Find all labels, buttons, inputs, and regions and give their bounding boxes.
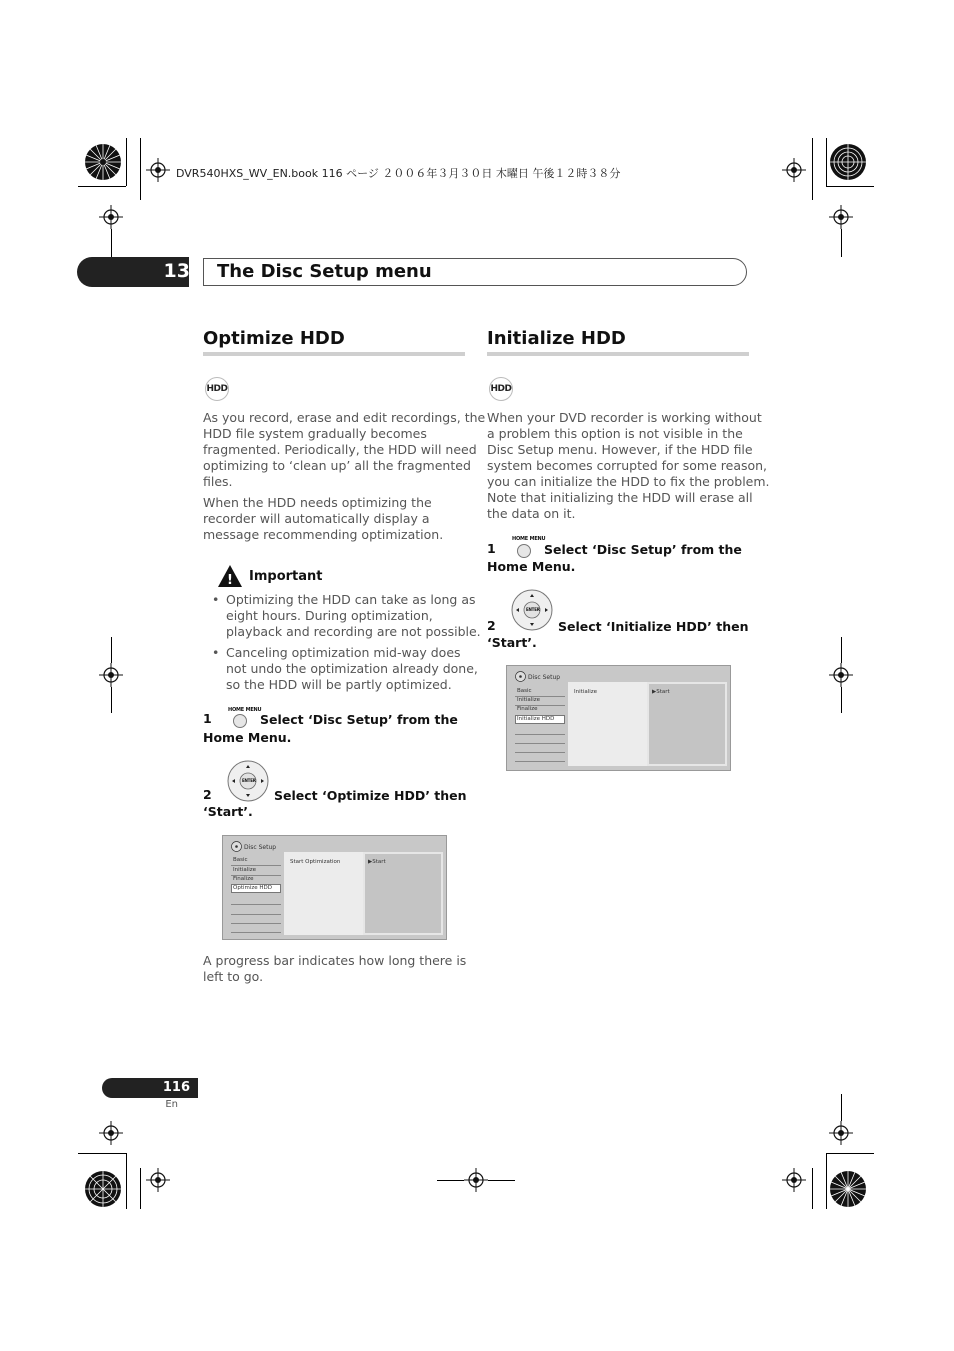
chapter-title-box bbox=[203, 258, 747, 286]
menu-item-selected bbox=[515, 715, 565, 724]
menu-item-finalize: Finalize bbox=[517, 706, 538, 712]
menu-item-initialize-hdd: Initialize HDD bbox=[517, 716, 555, 722]
paragraph: When your DVD recorder is working without a problem this option is not visible in the Disc Setup menu. However, if the HDD file system becomes corrupted for some reason, you can initialize the HDD to fix the problem. Note that initializing the HDD will erase all the data on it. bbox=[487, 410, 770, 521]
page-number: 116 bbox=[162, 1080, 190, 1095]
home-menu-button-icon bbox=[517, 544, 531, 558]
start-option: ▶Start bbox=[652, 689, 670, 695]
chapter-number: 13 bbox=[163, 260, 190, 282]
divider bbox=[231, 932, 281, 933]
crosshair-icon bbox=[782, 1168, 806, 1192]
divider bbox=[515, 743, 565, 744]
registration-starburst-icon bbox=[829, 1170, 867, 1208]
crosshair-icon bbox=[99, 663, 123, 687]
crop-line bbox=[812, 1168, 813, 1209]
paragraph: A progress bar indicates how long there is left to go. bbox=[203, 953, 467, 984]
crop-line bbox=[841, 229, 842, 257]
disc-icon bbox=[231, 841, 242, 852]
step-text: ‘Start’. bbox=[203, 804, 253, 819]
file-header: DVR540HXS_WV_EN.book 116 ページ ２００６年３月３０日 木曜日 午後１２時３８分 bbox=[176, 167, 621, 180]
crop-line bbox=[111, 229, 112, 257]
start-option: ▶Start bbox=[368, 859, 386, 865]
divider bbox=[231, 904, 281, 905]
home-menu-label: HOME MENU bbox=[228, 707, 262, 713]
crop-line bbox=[826, 1153, 827, 1209]
bullet-dot: • bbox=[212, 645, 220, 660]
step-text: Select ‘Initialize HDD’ then bbox=[558, 619, 749, 634]
crop-line bbox=[111, 687, 112, 713]
page-language: En bbox=[165, 1099, 178, 1110]
registration-starburst-icon bbox=[84, 1170, 122, 1208]
hdd-badge: HDD bbox=[205, 377, 229, 401]
step-number: 2 bbox=[487, 618, 496, 633]
crop-line bbox=[126, 138, 127, 186]
home-menu-label: HOME MENU bbox=[512, 536, 546, 542]
hdd-badge: HDD bbox=[489, 377, 513, 401]
pane-text: Start Optimization bbox=[290, 859, 341, 865]
crop-line bbox=[841, 1094, 842, 1121]
menu-item-initialize: Initialize bbox=[233, 867, 257, 873]
divider bbox=[515, 734, 565, 735]
crosshair-icon bbox=[146, 1168, 170, 1192]
crop-line bbox=[78, 186, 126, 187]
crosshair-icon bbox=[829, 663, 853, 687]
disc-icon bbox=[515, 671, 526, 682]
crop-line bbox=[437, 1180, 464, 1181]
crop-line bbox=[826, 1153, 874, 1154]
menu-item-optimize-hdd: Optimize HDD bbox=[233, 885, 273, 891]
step-number: 1 bbox=[487, 541, 496, 556]
step-text: Home Menu. bbox=[487, 559, 576, 574]
menu-item-finalize: Finalize bbox=[233, 876, 254, 882]
screen-title: Disc Setup bbox=[244, 844, 277, 851]
bullet-item: Canceling optimization mid-way does not undo the optimization already done, so the HDD will be partly optimized. bbox=[226, 645, 478, 692]
screen-title: Disc Setup bbox=[528, 674, 561, 681]
divider bbox=[515, 761, 565, 762]
step-text: ‘Start’. bbox=[487, 635, 537, 650]
divider bbox=[515, 752, 565, 753]
registration-starburst-icon bbox=[829, 143, 867, 181]
crop-line bbox=[826, 186, 874, 187]
crop-line bbox=[812, 138, 813, 200]
menu-item-initialize: Initialize bbox=[517, 697, 541, 703]
divider bbox=[231, 865, 281, 866]
crop-line bbox=[140, 1168, 141, 1209]
menu-item-basic: Basic bbox=[233, 857, 248, 863]
registration-starburst-icon bbox=[84, 143, 122, 181]
crop-line bbox=[841, 687, 842, 713]
crop-line bbox=[826, 138, 827, 186]
section-rule bbox=[487, 352, 749, 356]
step-text: Select ‘Disc Setup’ from the bbox=[260, 712, 458, 727]
crop-line bbox=[140, 138, 141, 200]
crosshair-icon bbox=[99, 1121, 123, 1145]
crosshair-icon bbox=[99, 205, 123, 229]
section-title: Initialize HDD bbox=[487, 328, 626, 349]
crop-line bbox=[78, 1153, 126, 1154]
crosshair-icon bbox=[464, 1168, 488, 1192]
options-pane bbox=[568, 682, 647, 766]
pane-text: Initialize bbox=[574, 689, 598, 695]
action-pane bbox=[363, 852, 443, 935]
crosshair-icon bbox=[782, 158, 806, 182]
divider bbox=[231, 914, 281, 915]
menu-item-selected bbox=[231, 884, 281, 893]
enter-label: ENTER bbox=[242, 778, 256, 783]
crosshair-icon bbox=[146, 158, 170, 182]
section-rule bbox=[203, 352, 465, 356]
enter-label: ENTER bbox=[526, 607, 540, 612]
crosshair-icon bbox=[829, 1121, 853, 1145]
crop-line bbox=[111, 637, 112, 663]
step-text: Select ‘Optimize HDD’ then bbox=[274, 788, 467, 803]
bullet-dot: • bbox=[212, 592, 220, 607]
crop-line bbox=[488, 1180, 515, 1181]
step-text: Home Menu. bbox=[203, 730, 292, 745]
important-label: Important bbox=[249, 569, 323, 584]
paragraph: As you record, erase and edit recordings, the HDD file system gradually becomes fragmented. Periodically, the HDD will need optimizing to ‘clean up’ all the fragmented files. bbox=[203, 410, 486, 489]
crosshair-icon bbox=[829, 205, 853, 229]
options-pane bbox=[284, 852, 363, 935]
section-title: Optimize HDD bbox=[203, 328, 345, 349]
warning-icon bbox=[217, 564, 243, 588]
divider bbox=[231, 923, 281, 924]
svg-text:!: ! bbox=[227, 573, 233, 588]
chapter-title: The Disc Setup menu bbox=[217, 261, 432, 282]
step-text: Select ‘Disc Setup’ from the bbox=[544, 542, 742, 557]
paragraph: When the HDD needs optimizing the recorder will automatically display a message recommending optimization. bbox=[203, 495, 444, 542]
disc-setup-screen bbox=[222, 835, 447, 940]
menu-item-basic: Basic bbox=[517, 688, 532, 694]
disc-setup-screen bbox=[506, 665, 731, 771]
home-menu-button-icon bbox=[233, 714, 247, 728]
crop-line bbox=[841, 637, 842, 663]
crop-line bbox=[126, 1153, 127, 1209]
bullet-item: Optimizing the HDD can take as long as eight hours. During optimization, playback and recording are not possible. bbox=[226, 592, 481, 639]
step-number: 1 bbox=[203, 711, 212, 726]
action-pane bbox=[647, 682, 727, 766]
step-number: 2 bbox=[203, 787, 212, 802]
